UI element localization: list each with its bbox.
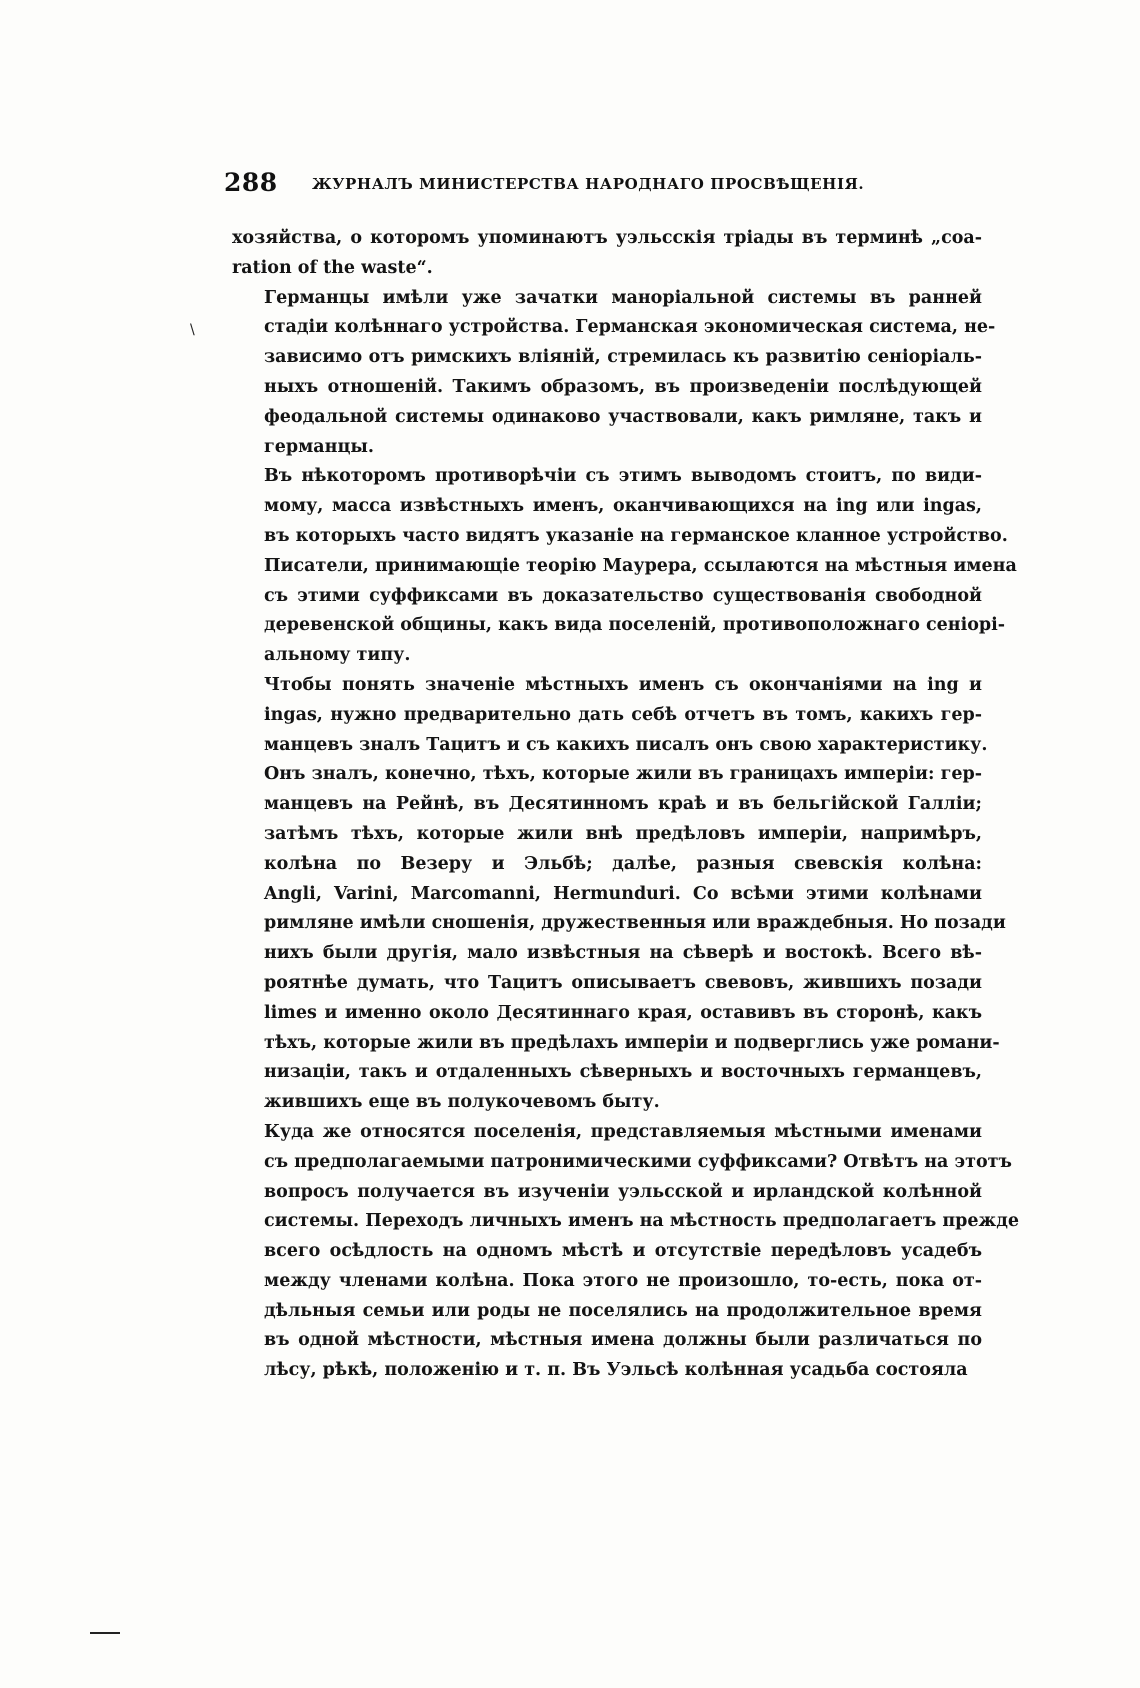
text-line: вопросъ получается въ изученіи уэльсской и ирландской колѣнной xyxy=(264,1181,982,1202)
text-line: въ одной мѣстности, мѣстныя имена должны были различаться по xyxy=(264,1330,982,1351)
paragraph xyxy=(232,1118,1019,1386)
running-title: ЖУРНАЛЪ МИНИСТЕРСТВА НАРОДНАГО ПРОСВѢЩЕНІЯ. xyxy=(312,175,865,193)
text-line: альному типу. xyxy=(264,645,411,666)
text-line: между членами колѣна. Пока этого не произошло, то-есть, пока от- xyxy=(264,1270,982,1291)
page-number: 288 xyxy=(224,168,278,197)
text-line: феодальной системы одинаково участвовали, какъ римляне, такъ и xyxy=(264,406,982,427)
text-line: Писатели, принимающіе теорію Маурера, ссылаются на мѣстныя имена xyxy=(264,555,1017,576)
paragraph xyxy=(232,224,982,284)
text-line: германцы. xyxy=(264,436,375,457)
paragraph xyxy=(232,462,1017,671)
text-line: жившихъ еще въ полукочевомъ быту. xyxy=(264,1092,660,1113)
text-line: низаціи, такъ и отдаленныхъ сѣверныхъ и восточныхъ германцевъ, xyxy=(264,1062,982,1083)
text-line: деревенской общины, какъ вида поселеній, противоположнаго сеніорі- xyxy=(264,615,1006,636)
text-line: манцевъ зналъ Тацитъ и съ какихъ писалъ онъ свою характеристику. xyxy=(264,734,988,755)
text-line: роятнѣе думать, что Тацитъ описываетъ свевовъ, жившихъ позади xyxy=(264,972,982,993)
text-line: мому, масса извѣстныхъ именъ, оканчивающихся на ing или ingas, xyxy=(264,496,982,517)
margin-rule xyxy=(90,1632,120,1634)
text-line: съ этими суффиксами въ доказательство существованія свободной xyxy=(264,585,982,606)
text-line: колѣна по Везеру и Эльбѣ; далѣе, разныя свевскія колѣна: xyxy=(264,853,982,874)
text-line: дѣльныя семьи или роды не поселялись на продолжительное время xyxy=(264,1300,982,1321)
text-line: зависимо отъ римскихъ вліяній, стремилась къ развитію сеніоріаль- xyxy=(264,347,982,368)
text-line: Германцы имѣли уже зачатки маноріальной системы въ ранней xyxy=(264,287,982,308)
text-line: хозяйства, о которомъ упоминаютъ уэльсскія тріады въ терминѣ „coa- xyxy=(232,228,982,248)
text-line: съ предполагаемыми патронимическими суффиксами? Отвѣтъ на этотъ xyxy=(264,1151,1012,1172)
margin-mark: \ xyxy=(190,322,195,338)
text-line: Куда же относятся поселенія, представляемыя мѣстными именами xyxy=(264,1121,982,1142)
text-line: ingas, нужно предварительно дать себѣ отчетъ въ томъ, какихъ гер- xyxy=(264,704,982,725)
text-line: всего осѣдлость на одномъ мѣстѣ и отсутствіе передѣловъ усадебъ xyxy=(264,1241,982,1262)
text-line: ныхъ отношеній. Такимъ образомъ, въ произведеніи послѣдующей xyxy=(264,376,982,397)
text-line: Онъ зналъ, конечно, тѣхъ, которые жили въ границахъ имперіи: гер- xyxy=(264,764,982,785)
text-line: Чтобы понять значеніе мѣстныхъ именъ съ окончаніями на ing и xyxy=(264,674,982,695)
text-line: затѣмъ тѣхъ, которые жили внѣ предѣловъ имперіи, напримѣръ, xyxy=(264,823,982,844)
text-line: стадіи колѣннаго устройства. Германская экономическая система, не- xyxy=(264,317,996,338)
paragraph xyxy=(232,284,996,463)
text-line: ration of the waste“. xyxy=(232,257,433,278)
text-line: въ которыхъ часто видятъ указаніе на германское кланное устройство. xyxy=(264,525,1008,546)
text-line: римляне имѣли сношенія, дружественныя или враждебныя. Но позади xyxy=(264,913,1006,934)
text-line: limes и именно около Десятиннаго края, оставивъ въ сторонѣ, какъ xyxy=(264,1002,982,1023)
body-text xyxy=(232,224,1019,1386)
text-line: Въ нѣкоторомъ противорѣчіи съ этимъ выводомъ стоитъ, по види- xyxy=(264,466,982,487)
text-line: лѣсу, рѣкѣ, положенію и т. п. Въ Уэльсѣ колѣнная усадьба состояла xyxy=(264,1360,968,1381)
page-header xyxy=(224,168,960,200)
text-line: тѣхъ, которые жили въ предѣлахъ имперіи и подверглись уже романи- xyxy=(264,1032,1000,1053)
text-line: манцевъ на Рейнѣ, въ Десятинномъ краѣ и въ бельгійской Галліи; xyxy=(264,794,982,815)
text-line: нихъ были другія, мало извѣстныя на сѣверѣ и востокѣ. Всего вѣ- xyxy=(264,943,982,964)
text-line: системы. Переходъ личныхъ именъ на мѣстность предполагаетъ прежде xyxy=(264,1211,1019,1232)
paragraph xyxy=(232,671,1006,1118)
text-line: Angli, Varini, Marcomanni, Hermunduri. Со всѣми этими колѣнами xyxy=(264,883,982,904)
